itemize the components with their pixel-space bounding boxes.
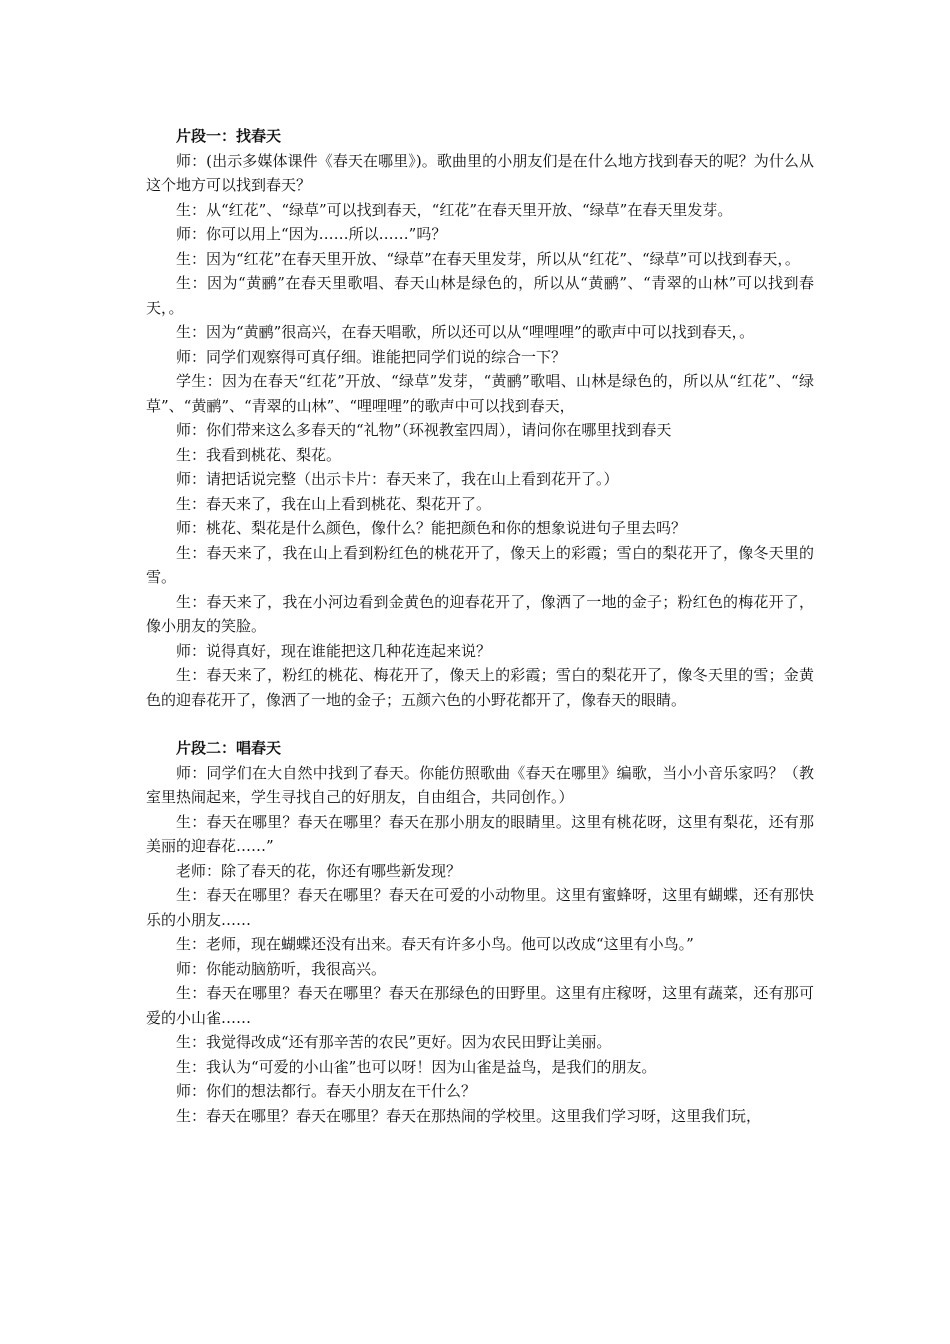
- section-title: 片段一：找春天: [176, 127, 282, 145]
- dialogue-paragraph: 生：因为“黄鹂”在春天里歌唱、春天山林是绿色的，所以从“黄鹂”、“青翠的山林”可以找到春天，。: [146, 274, 814, 317]
- section-title: 片段二：唱春天: [176, 739, 282, 757]
- dialogue-paragraph: 生：春天在哪里？春天在哪里？春天在可爱的小动物里。这里有蜜蜂呀，这里有蝴蝶，还有那快乐的小朋友……: [146, 886, 814, 929]
- section-sing-spring: [146, 736, 814, 1128]
- dialogue-paragraph: 师：你们的想法都行。春天小朋友在干什么？: [176, 1082, 477, 1100]
- dialogue-paragraph: 生：春天来了，我在山上看到粉红色的桃花开了，像天上的彩霞；雪白的梨花开了，像冬天里的雪。: [146, 543, 814, 586]
- dialogue-paragraph: 师：你能动脑筋听，我很高兴。: [176, 959, 387, 978]
- dialogue-paragraph: 生：我看到桃花、梨花。: [176, 445, 342, 464]
- dialogue-paragraph: 生：春天来了，粉红的桃花、梅花开了，像天上的彩霞；雪白的梨花开了，像冬天里的雪；金黄色的迎春花开了，像洒了一地的金子；五颜六色的小野花都开了，像春天的眼睛。: [146, 666, 814, 709]
- dialogue-paragraph: 师：说得真好，现在谁能把这几种花连起来说？: [176, 641, 492, 660]
- dialogue-paragraph: 生：春天在哪里？春天在哪里？春天在那绿色的田野里。这里有庄稼呀，这里有蔬菜，还有那可爱的小山雀……: [146, 984, 814, 1027]
- dialogue-paragraph: 生：我认为“可爱的小山雀”也可以呀！因为山雀是益鸟，是我们的朋友。: [176, 1057, 657, 1076]
- dialogue-paragraph: 师：你可以用上“因为……所以……”吗？: [176, 225, 447, 243]
- document-page: [146, 124, 814, 1152]
- dialogue-paragraph: 生：春天在哪里？春天在哪里？春天在那小朋友的眼睛里。这里有桃花呀，这里有梨花，还有那美丽的迎春花……”: [146, 812, 814, 855]
- dialogue-paragraph: 生：春天来了，我在山上看到桃花、梨花开了。: [176, 494, 492, 513]
- dialogue-paragraph: 师：(出示多媒体课件《春天在哪里》)。歌曲里的小朋友们是在什么地方找到春天的呢？为什么从这个地方可以找到春天？: [146, 151, 814, 194]
- dialogue-paragraph: 师：桃花、梨花是什么颜色，像什么？能把颜色和你的想象说进句子里去吗？: [176, 519, 687, 537]
- dialogue-paragraph: 师：同学们观察得可真仔细。谁能把同学们说的综合一下？: [176, 347, 567, 366]
- dialogue-paragraph: 生：因为“黄鹂”很高兴，在春天唱歌，所以还可以从“哩哩哩”的歌声中可以找到春天，。: [176, 323, 755, 341]
- dialogue-paragraph: 生：春天在哪里？春天在哪里？春天在那热闹的学校里。这里我们学习呀，这里我们玩，: [176, 1106, 762, 1125]
- dialogue-paragraph: 生：我觉得改成“还有那辛苦的农民”更好。因为农民田野让美丽。: [176, 1033, 612, 1051]
- dialogue-paragraph: 生：春天来了，我在小河边看到金黄色的迎春花开了，像洒了一地的金子；粉红色的梅花开了，像小朋友的笑脸。: [146, 592, 814, 635]
- dialogue-paragraph: 生：因为“红花”在春天里开放、“绿草”在春天里发芽，所以从“红花”、“绿草”可以找到春天，。: [176, 249, 800, 268]
- dialogue-paragraph: 师：同学们在大自然中找到了春天。你能仿照歌曲《春天在哪里》编歌，当小小音乐家吗？（教室里热闹起来，学生寻找自己的好朋友，自由组合，共同创作。）: [146, 763, 814, 806]
- section-find-spring: [146, 124, 814, 712]
- dialogue-paragraph: 生：老师，现在蝴蝶还没有出来。春天有许多小鸟。他可以改成“这里有小鸟。”: [176, 935, 694, 953]
- dialogue-paragraph: 师：你们带来这么多春天的“礼物”（环视教室四周），请问你在哪里找到春天: [176, 421, 672, 439]
- dialogue-paragraph: 老师：除了春天的花，你还有哪些新发现？: [176, 861, 462, 880]
- dialogue-paragraph: 师：请把话说完整（出示卡片：春天来了，我在山上看到花开了。）: [176, 470, 619, 488]
- dialogue-paragraph: 学生：因为在春天“红花”开放、“绿草”发芽，“黄鹂”歌唱、山林是绿色的，所以从“红花”、“绿草”、“黄鹂”、“青翠的山林”、“哩哩哩”的歌声中可以找到春天，: [146, 372, 814, 415]
- dialogue-paragraph: 生：从“红花”、“绿草”可以找到春天，“红花”在春天里开放、“绿草”在春天里发芽。: [176, 200, 733, 219]
